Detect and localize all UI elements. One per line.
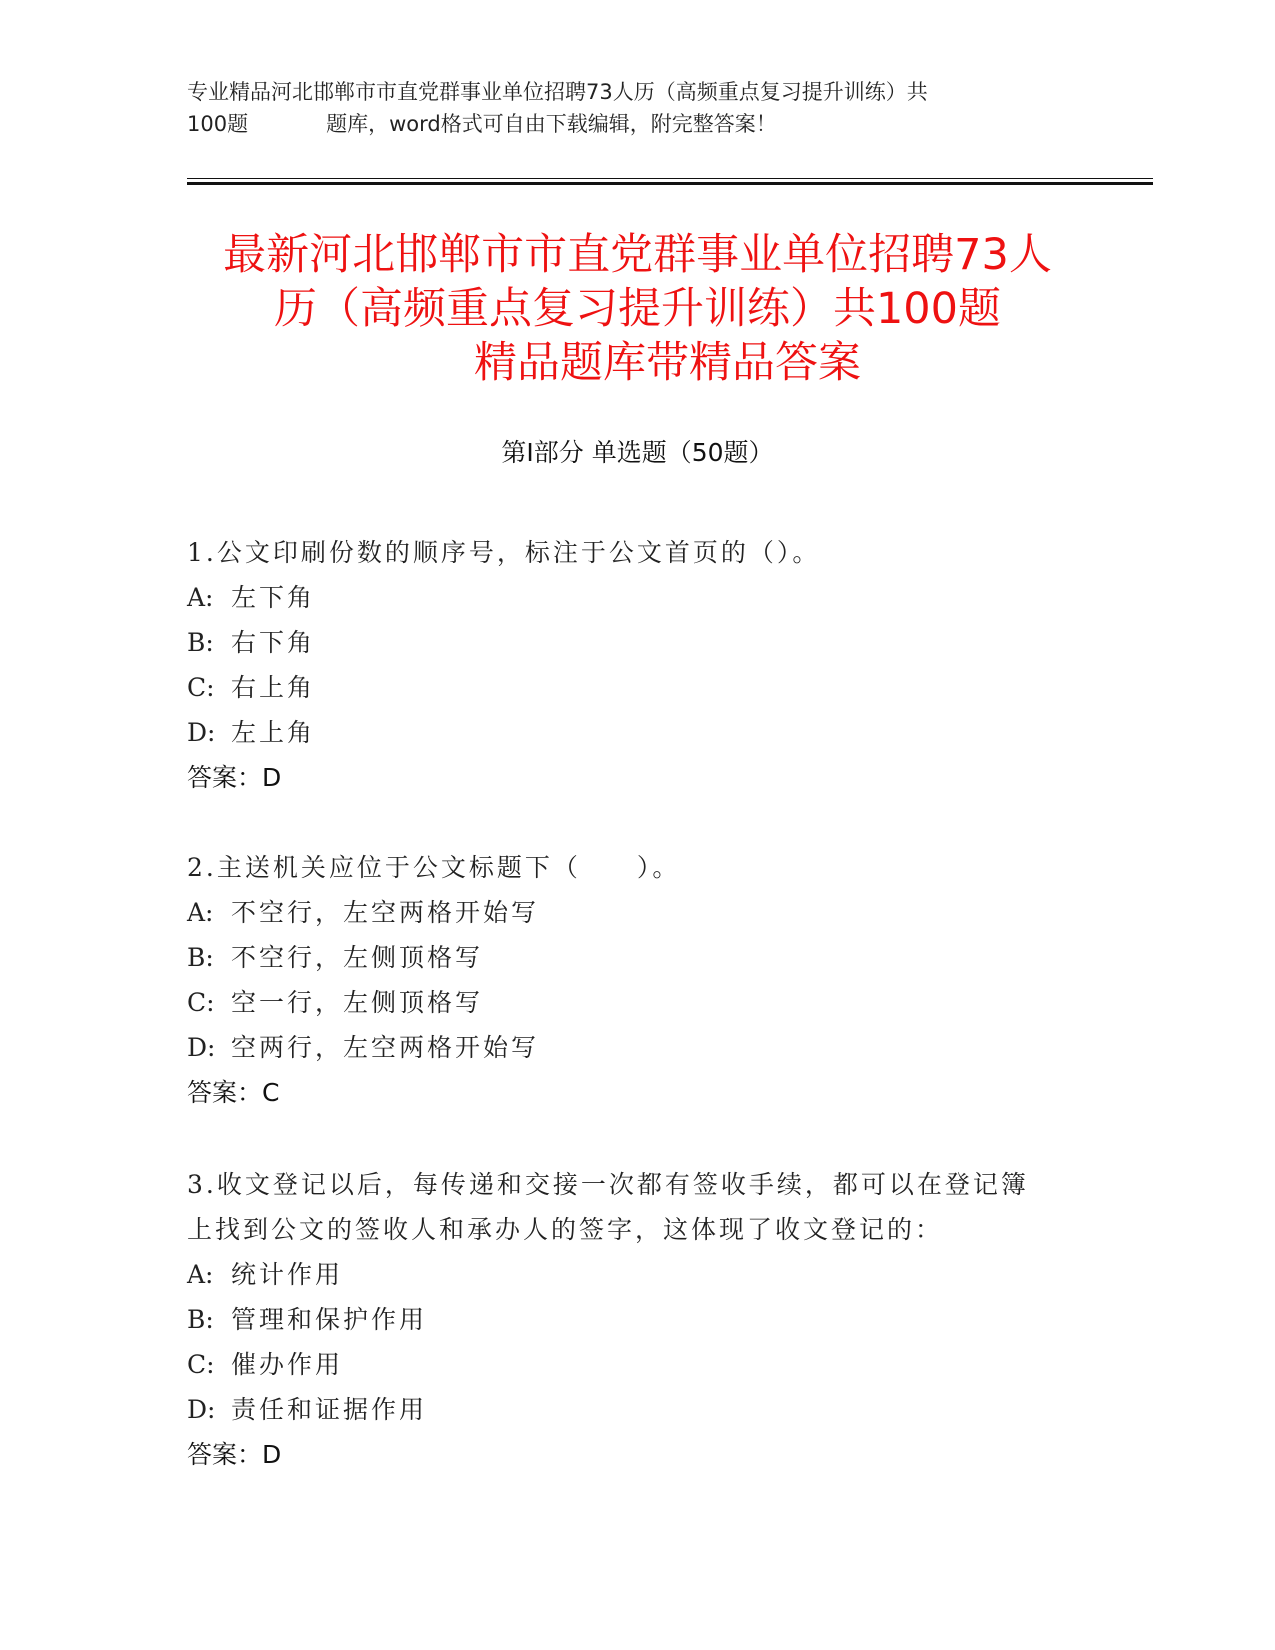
- option-c: [187, 980, 1087, 1025]
- document-title-line-3: 精品题库带精品答案: [474, 338, 861, 388]
- question-stem: 1.公文印刷份数的顺序号，标注于公文首页的（）。: [187, 538, 821, 567]
- option-text: 右上角: [231, 673, 316, 702]
- option-text: 右下角: [231, 628, 316, 657]
- option-key: D:: [187, 1395, 216, 1424]
- option-c: [187, 1342, 1087, 1387]
- question-stem-line-1: 3.收文登记以后，每传递和交接一次都有签收手续，都可以在登记簿: [187, 1170, 1029, 1199]
- option-text: 左上角: [231, 718, 316, 747]
- option-text: 催办作用: [231, 1350, 344, 1379]
- header-note-line-2: [187, 108, 1087, 140]
- option-key: B:: [187, 628, 214, 657]
- answer: 答案：D: [187, 763, 282, 792]
- option-b: [187, 935, 1087, 980]
- option-d: [187, 710, 1087, 755]
- option-text: 空两行，左空两格开始写: [231, 1033, 540, 1062]
- header-note: [187, 76, 1087, 140]
- question-3: [187, 1162, 1087, 1477]
- option-key: D:: [187, 1033, 216, 1062]
- option-a: [187, 1252, 1087, 1297]
- option-text: 空一行，左侧顶格写: [231, 988, 484, 1017]
- header-note-desc: 题库，word格式可自由下载编辑，附完整答案！: [326, 112, 777, 136]
- option-key: B:: [187, 943, 214, 972]
- question-2: [187, 845, 1087, 1115]
- option-a: [187, 575, 1087, 620]
- option-d: [187, 1387, 1087, 1432]
- option-text: 责任和证据作用: [231, 1395, 428, 1424]
- option-key: C:: [187, 1350, 215, 1379]
- option-key: B:: [187, 1305, 214, 1334]
- document-title-line-1: 最新河北邯郸市市直党群事业单位招聘73人: [223, 230, 1052, 280]
- option-b: [187, 1297, 1087, 1342]
- option-text: 左下角: [231, 583, 316, 612]
- section-title: 第I部分 单选题（50题）: [501, 438, 774, 467]
- question-1: [187, 530, 1087, 800]
- header-note-count: 100题: [187, 112, 249, 136]
- question-stem: 2.主送机关应位于公文标题下（ ）。: [187, 853, 681, 882]
- option-b: [187, 620, 1087, 665]
- header-divider-thick: [187, 182, 1153, 185]
- option-key: A:: [187, 1260, 214, 1289]
- option-key: C:: [187, 673, 215, 702]
- option-a: [187, 890, 1087, 935]
- document-title-line-2: 历（高频重点复习提升训练）共100题: [273, 284, 1002, 334]
- option-d: [187, 1025, 1087, 1070]
- option-text: 不空行，左侧顶格写: [231, 943, 484, 972]
- header-note-line-1: 专业精品河北邯郸市市直党群事业单位招聘73人历（高频重点复习提升训练）共: [187, 80, 928, 104]
- option-text: 管理和保护作用: [231, 1305, 428, 1334]
- option-text: 统计作用: [231, 1260, 344, 1289]
- header-divider-thin: [187, 178, 1153, 179]
- document-title: [150, 228, 1125, 390]
- option-text: 不空行，左空两格开始写: [231, 898, 540, 927]
- answer: 答案：C: [187, 1078, 280, 1107]
- option-key: D:: [187, 718, 216, 747]
- option-key: C:: [187, 988, 215, 1017]
- option-key: A:: [187, 583, 214, 612]
- question-stem-line-2: 上找到公文的签收人和承办人的签字，这体现了收文登记的：: [187, 1215, 944, 1244]
- option-key: A:: [187, 898, 214, 927]
- answer: 答案：D: [187, 1440, 282, 1469]
- option-c: [187, 665, 1087, 710]
